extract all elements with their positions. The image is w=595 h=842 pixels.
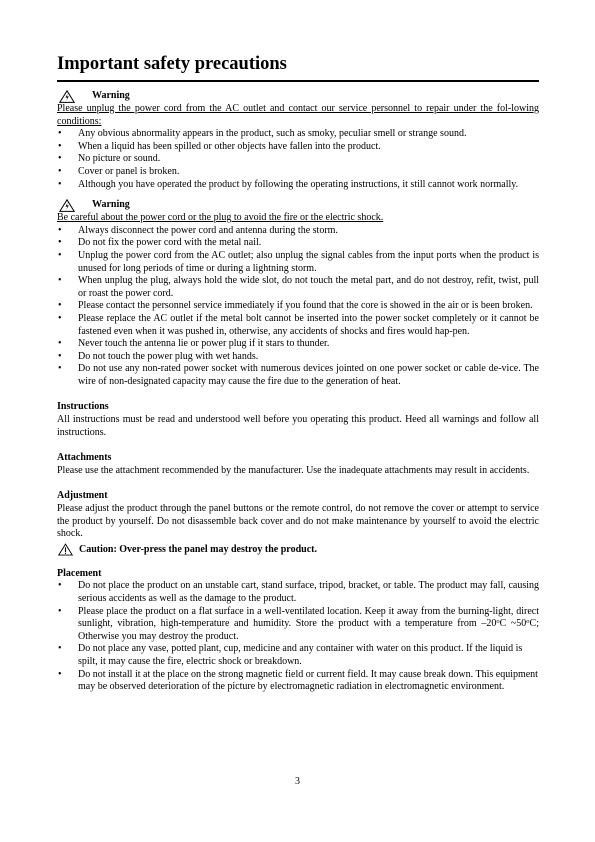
document-page — [57, 52, 539, 694]
list-item: • Do not fix the power cord with the metal nail. — [57, 237, 539, 250]
warning-intro: Be careful about the power cord or the plug to avoid the fire or the electric shock. — [57, 212, 384, 224]
caution-triangle-icon — [58, 543, 73, 556]
list-item: • Do not place the product on an unstable cart, stand surface, tripod, bracket, or table. The product may fall, causing serious accidents as well as the damage to the product. — [57, 580, 539, 605]
list-item: • When unplug the plug, always hold the wide slot, do not touch the metal part, and do not destroy, refit, twist, pull or roast the power cord. — [57, 275, 539, 300]
temperature-text-c: C; Otherwise you may destroy the product. — [78, 618, 539, 642]
list-item: • No picture or sound. — [57, 153, 539, 166]
list-item: • When a liquid has been spilled or other objects have fallen into the product. — [57, 141, 539, 154]
warning-list-2 — [57, 225, 539, 389]
temperature-text-b: C ~50 — [499, 618, 527, 630]
temperature-text-a: Please place the product on a flat surface in a well-ventilated location. Keep it away from the burning-light, direct sunlight, vibration, high-temperature and humidity. Store the product with a temperature from –20 — [78, 605, 539, 630]
list-item: • Although you have operated the product by following the operating instructions, it still cannot work normally. — [57, 179, 539, 192]
list-item: • Please contact the personnel service immediately if you found that the core is showed in the air or is been broken. — [57, 300, 539, 313]
warning-triangle-icon — [59, 199, 75, 212]
instructions-heading: Instructions — [57, 401, 109, 413]
warning-heading-text: Warning — [92, 89, 130, 101]
list-item: • Do not touch the power plug with wet hands. — [57, 351, 539, 364]
list-item: • Do not install it at the place on the strong magnetic field or current field. It may cause break down. This equipment may be observed deterioration of the picture by electromagnetic radiation in electromagnetic environment. — [57, 669, 539, 694]
degree-sign: o — [496, 618, 500, 626]
list-item: • Cover or panel is broken. — [57, 166, 539, 179]
warning-heading-2 — [57, 198, 539, 212]
degree-sign: o — [526, 618, 530, 626]
adjustment-body: Please adjust the product through the panel buttons or the remote control, do not remove the cover or attempt to service the product by yourself. Do not disassemble back cover and do not make maintenance by yourself to avoid the electric shock. — [57, 503, 539, 540]
attachments-body: Please use the attachment recommended by the manufacturer. Use the inadequate attachments may result in accidents. — [57, 464, 530, 476]
list-item: • Please replace the AC outlet if the metal bolt cannot be inserted into the power socket completely or it cannot be fastened even when it was pushed in, otherwise, any accidents of shocks and fires would hap-pen. — [57, 313, 539, 338]
attachments-heading: Attachments — [57, 452, 112, 464]
placement-list — [57, 580, 539, 693]
caution-text: Caution: Over-press the panel may destroy the product. — [79, 543, 317, 555]
caution-note — [57, 543, 539, 557]
list-item — [57, 606, 539, 644]
page-title: Important safety precautions — [57, 52, 539, 82]
warning-heading-1 — [57, 89, 539, 103]
adjustment-heading: Adjustment — [57, 490, 108, 502]
list-item: • Unplug the power cord from the AC outlet; also unplug the signal cables from the input ports when the product is unused for long periods of time or during a lightning storm. — [57, 250, 539, 275]
list-item: • Any obvious abnormality appears in the product, such as smoky, peculiar smell or strange sound. — [57, 128, 539, 141]
warning-heading-text: Warning — [92, 198, 130, 210]
instructions-body: All instructions must be read and understood well before you operating this product. Heed all warnings and follow all instructions. — [57, 414, 539, 438]
list-item: • Do not use any non-rated power socket with numerous devices jointed on one power socket or cable de-vice. The wire of non-designated capacity may cause the fire due to the generation of heat. — [57, 363, 539, 388]
warning-triangle-icon — [59, 90, 75, 103]
list-item: • Always disconnect the power cord and antenna during the storm. — [57, 225, 539, 238]
placement-heading: Placement — [57, 567, 102, 579]
warning-list-1 — [57, 128, 539, 191]
list-item: • Do not place any vase, potted plant, cup, medicine and any container with water on this product. If the liquid is spilt, it may cause the fire, electric shock or breakdown. — [57, 643, 539, 668]
warning-intro: Please unplug the power cord from the AC outlet and contact our service personnel to repair under the fol-lowing conditions: — [57, 103, 539, 127]
list-item: • Never touch the antenna lie or power plug if it stars to thunder. — [57, 338, 539, 351]
page-number: 3 — [295, 776, 300, 787]
